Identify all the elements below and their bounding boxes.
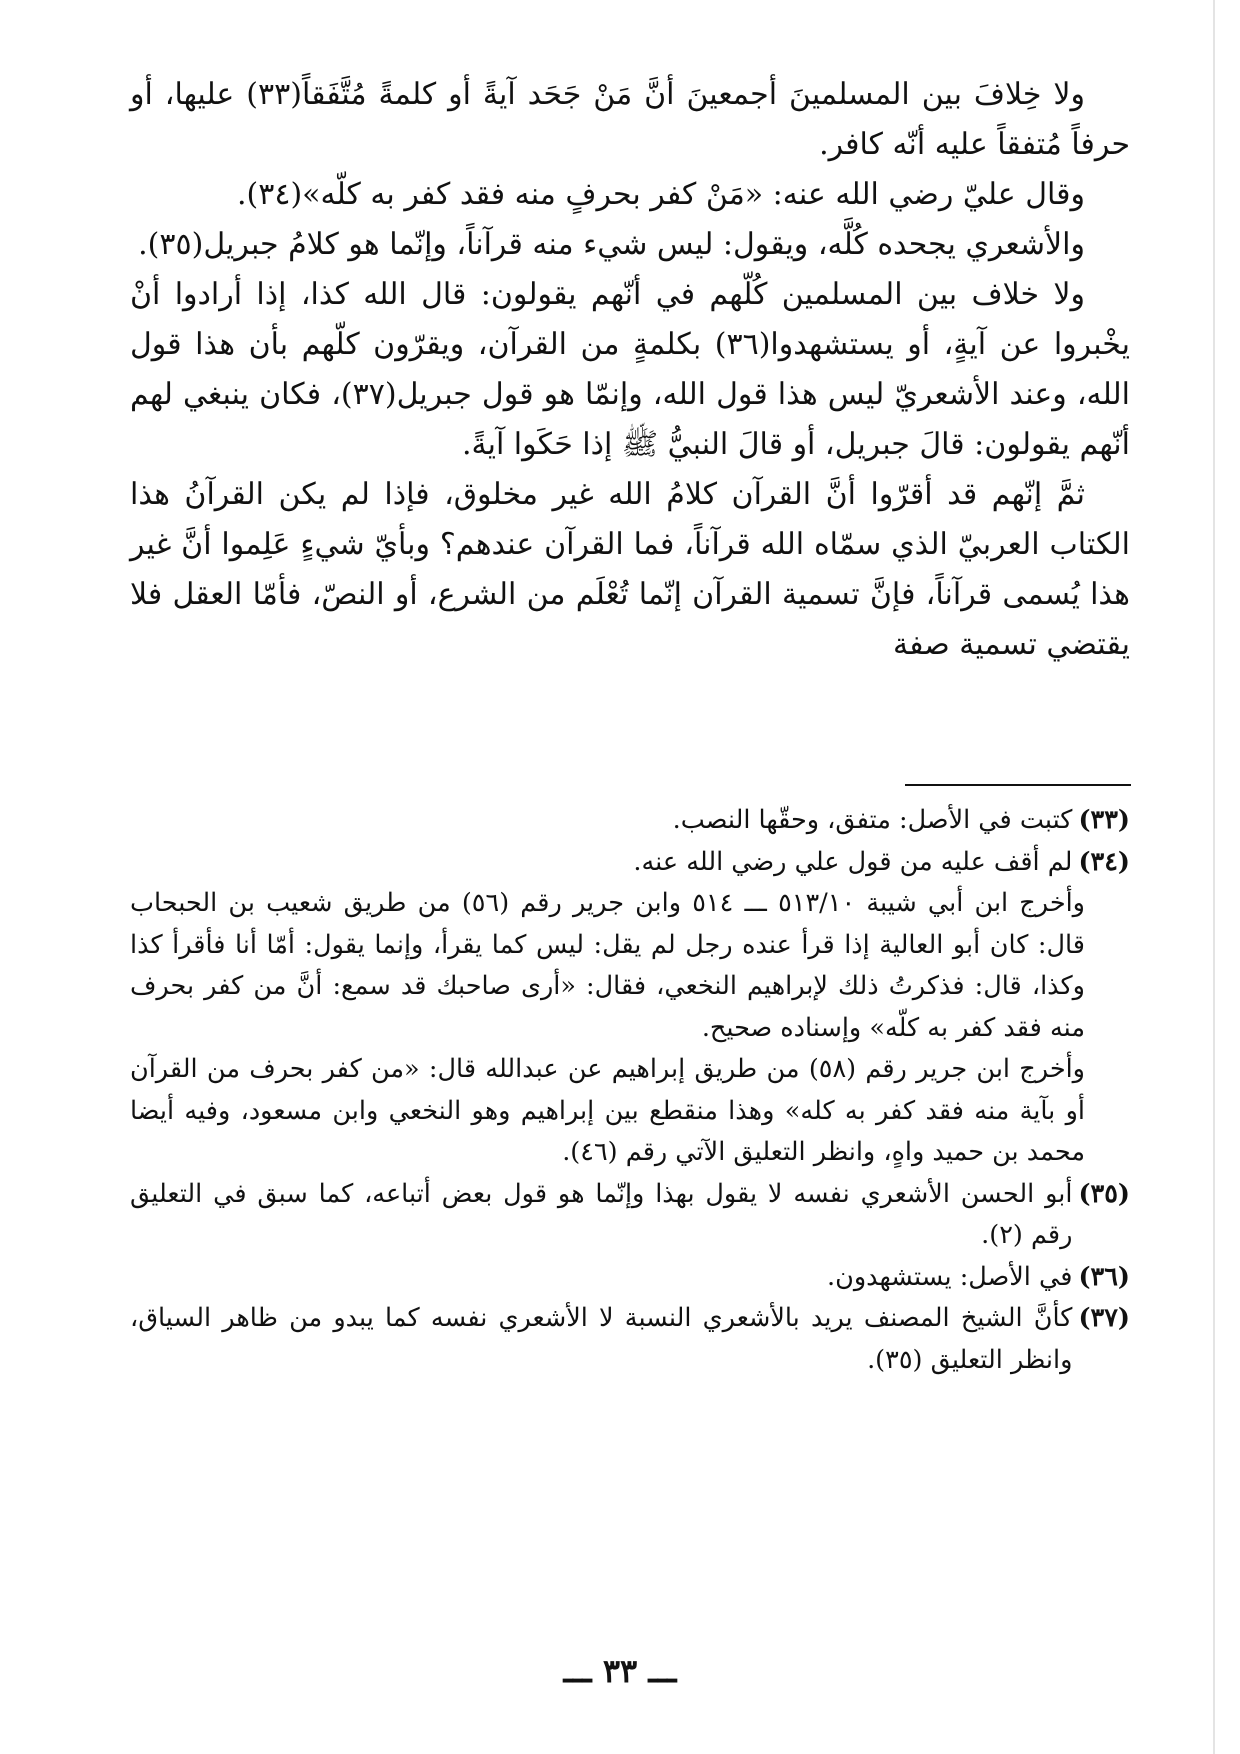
footnote-text: أبو الحسن الأشعري نفسه لا يقول بهذا وإنّما هو قول بعض أتباعه، كما سبق في التعليق رقم (٢).	[130, 1178, 1073, 1250]
footnote-continuation: وأخرج ابن جرير رقم (٥٨) من طريق إبراهيم عن عبدالله قال: «من كفر بحرف من القرآن أو بآية منه فقد كفر به كله» وهذا منقطع بين إبراهيم وهو النخعي وابن مسعود، وفيه أيضا محمد بن حميد واهٍ، وانظر التعليق الآتي رقم (٤٦).	[130, 1054, 1085, 1167]
footnote-text: في الأصل: يستشهدون.	[827, 1261, 1073, 1292]
footnote	[130, 1298, 1130, 1381]
footnote-number: (٣٥)	[1078, 1178, 1130, 1209]
footnote	[130, 1174, 1130, 1257]
paragraph: وقال عليّ رضي الله عنه: «مَنْ كفر بحرفٍ منه فقد كفر به كلّه»(٣٤).	[236, 177, 1085, 212]
footnotes	[130, 800, 1130, 1381]
footnote-number: (٣٦)	[1078, 1261, 1130, 1292]
page-number: ـــ ٣٣ ـــ	[563, 1652, 677, 1690]
paragraph: ثمَّ إنّهم قد أقرّوا أنَّ القرآن كلامُ الله غير مخلوق، فإذا لم يكن القرآنُ هذا الكتاب العربيّ الذي سمّاه الله قرآناً، فما القرآن عندهم؟ وبأيّ شيءٍ عَلِموا أنَّ غير هذا يُسمى قرآناً، فإنَّ تسمية القرآن إنّما تُعْلَم من الشرع، أو النصّ، فأمّا العقل فلا يقتضي تسمية صفة	[130, 477, 1130, 662]
main-text	[130, 70, 1130, 670]
footnote-number: (٣٣)	[1078, 805, 1130, 835]
paragraph: ولا خلاف بين المسلمين كُلّهم في أنّهم يقولون: قال الله كذا، إذا أرادوا أنْ يخْبروا عن آيةٍ، أو يستشهدوا(٣٦) بكلمةٍ من القرآن، ويقرّون كلّهم بأن هذا قول الله، وعند الأشعريّ ليس هذا قول الله، وإنمّا هو قول جبريل(٣٧)، فكان ينبغي لهم أنّهم يقولون: قالَ جبريل، أو قالَ النبيُّ ﷺ إذا حَكَوا آيةً.	[130, 277, 1130, 462]
footnote-separator	[905, 784, 1131, 786]
footnote-text: كأنَّ الشيخ المصنف يريد بالأشعري النسبة لا الأشعري نفسه كما يبدو من ظاهر السياق، وانظر التعليق (٣٥).	[130, 1303, 1073, 1375]
footnote-number: (٣٤)	[1078, 846, 1130, 877]
paragraph: ولا خِلافَ بين المسلمينَ أجمعينَ أنَّ مَنْ جَحَد آيةً أو كلمةً مُتَّفَقاً(٣٣) عليها، أو حرفاً مُتفقاً عليه أنّه كافر.	[130, 77, 1130, 162]
footnote	[130, 800, 1130, 842]
scan-edge-line	[1213, 0, 1215, 1754]
footnote-continuation: وأخرج ابن أبي شيبة ٥١٣/١٠ ـــ ٥١٤ وابن جرير رقم (٥٦) من طريق شعيب بن الحبحاب قال: كان أبو العالية إذا قرأ عنده رجل لم يقل: ليس كما يقرأ، وإنما يقول: أمّا أنا فأقرأ كذا وكذا، قال: فذكرتُ ذلك لإبراهيم النخعي، فقال: «أرى صاحبك قد سمع: أنَّ من كفر بحرف منه فقد كفر به كلّه» وإسناده صحيح.	[130, 888, 1085, 1043]
footnote-text: كتبت في الأصل: متفق، وحقّها النصب.	[672, 805, 1073, 835]
footnote	[130, 1257, 1130, 1299]
footnote	[130, 842, 1130, 884]
footnote-number: (٣٧)	[1078, 1303, 1130, 1333]
footnote-text: لم أقف عليه من قول علي رضي الله عنه.	[633, 846, 1073, 877]
paragraph: والأشعري يجحده كُلَّه، ويقول: ليس شيء منه قرآناً، وإنّما هو كلامُ جبريل(٣٥).	[138, 227, 1085, 262]
